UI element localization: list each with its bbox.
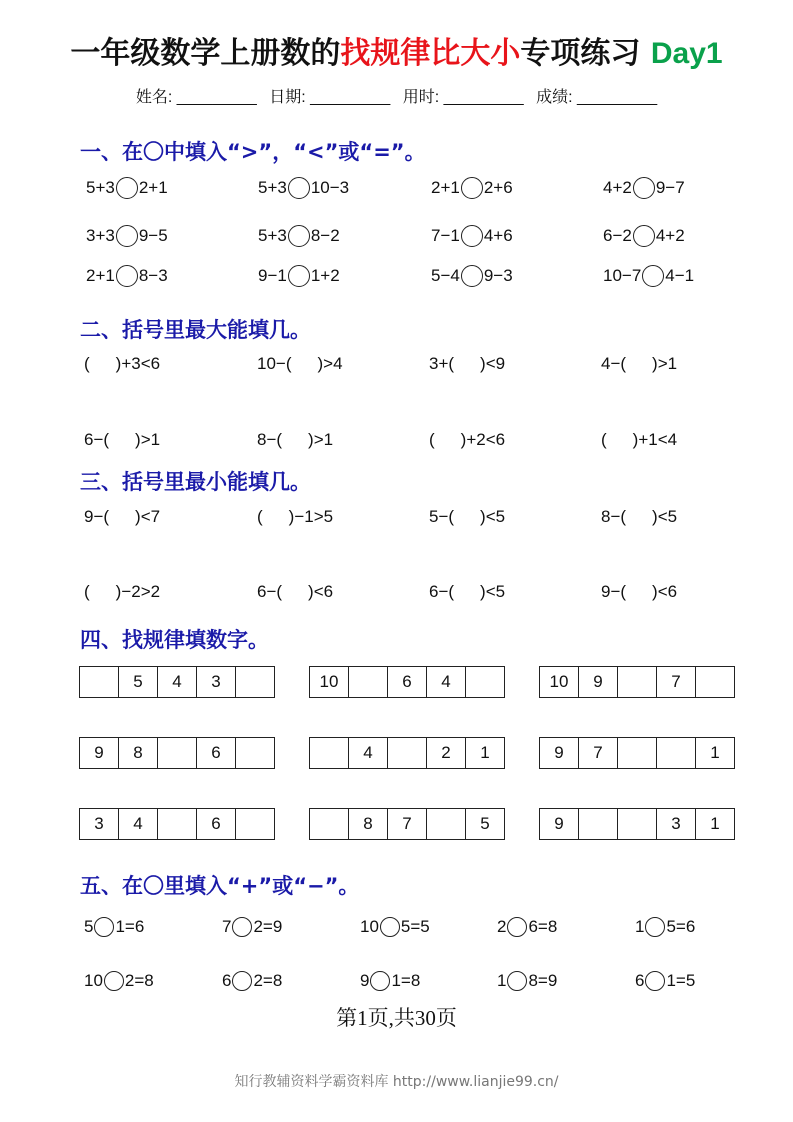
sequence-cell: 10 bbox=[540, 667, 579, 697]
title-highlight: 找规律比大小 bbox=[340, 36, 521, 71]
right-expression: 4+6 bbox=[483, 226, 513, 245]
sequence-cell: 3 bbox=[197, 667, 236, 697]
answer-circle[interactable] bbox=[288, 265, 310, 287]
compare-problem bbox=[431, 261, 513, 291]
bracket-problem bbox=[84, 502, 160, 532]
number-sequence bbox=[539, 808, 735, 840]
expression-start: 10−( bbox=[257, 354, 292, 373]
title-day: Day1 bbox=[650, 37, 723, 70]
section4-heading: 四、找规律填数字。 bbox=[80, 628, 269, 652]
operator-problem bbox=[84, 966, 154, 996]
compare-problem bbox=[431, 173, 513, 203]
expression-start: ( bbox=[84, 354, 90, 373]
operator-problem bbox=[635, 966, 695, 996]
right-expression: 8−2 bbox=[310, 226, 340, 245]
sequence-blank-cell[interactable] bbox=[618, 809, 657, 839]
sequence-cell: 10 bbox=[310, 667, 349, 697]
number-sequence bbox=[309, 737, 505, 769]
bracket-problem bbox=[429, 577, 505, 607]
first-number: 7 bbox=[222, 917, 232, 936]
operator-circle[interactable] bbox=[507, 917, 527, 937]
name-field[interactable]: 姓名: _________ bbox=[135, 89, 257, 106]
sequence-cell: 1 bbox=[696, 809, 735, 839]
sequence-cell: 3 bbox=[657, 809, 696, 839]
number-sequence bbox=[539, 666, 735, 698]
answer-circle[interactable] bbox=[633, 177, 655, 199]
sequence-blank-cell[interactable] bbox=[696, 667, 735, 697]
sequence-cell: 4 bbox=[158, 667, 197, 697]
page-number: 第1页,共30页 bbox=[336, 1006, 457, 1030]
bracket-problem bbox=[601, 425, 677, 455]
bracket-problem bbox=[84, 349, 160, 379]
left-expression: 2+1 bbox=[431, 178, 460, 197]
sequence-cell: 5 bbox=[119, 667, 158, 697]
compare-problem bbox=[603, 221, 685, 251]
sequence-cell: 6 bbox=[388, 667, 427, 697]
expression-end: )<7 bbox=[135, 507, 161, 526]
bracket-problem bbox=[429, 502, 505, 532]
left-expression: 5+3 bbox=[258, 178, 287, 197]
sequence-cell: 6 bbox=[197, 738, 236, 768]
expression-end: )+2<6 bbox=[460, 430, 506, 449]
first-number: 6 bbox=[222, 971, 232, 990]
sequence-cell: 5 bbox=[466, 809, 505, 839]
sequence-blank-cell[interactable] bbox=[80, 667, 119, 697]
first-number: 1 bbox=[497, 971, 507, 990]
expression-start: 6−( bbox=[429, 582, 455, 601]
sequence-blank-cell[interactable] bbox=[618, 738, 657, 768]
expression-end: )>1 bbox=[135, 430, 161, 449]
answer-circle[interactable] bbox=[288, 177, 310, 199]
number-sequence bbox=[79, 666, 275, 698]
rest-expression: 8=9 bbox=[528, 971, 558, 990]
expression-end: )>1 bbox=[652, 354, 678, 373]
operator-problem bbox=[222, 966, 282, 996]
expression-end: )+3<6 bbox=[115, 354, 161, 373]
sequence-cell: 4 bbox=[119, 809, 158, 839]
left-expression: 5+3 bbox=[258, 226, 287, 245]
sequence-cell: 9 bbox=[80, 738, 119, 768]
number-sequence bbox=[539, 737, 735, 769]
page-title bbox=[0, 28, 793, 72]
operator-circle[interactable] bbox=[380, 917, 400, 937]
expression-end: )−1>5 bbox=[288, 507, 334, 526]
answer-circle[interactable] bbox=[461, 225, 483, 247]
left-expression: 4+2 bbox=[603, 178, 632, 197]
operator-problem bbox=[497, 912, 557, 942]
compare-problem bbox=[603, 173, 685, 203]
sequence-cell: 3 bbox=[80, 809, 119, 839]
expression-start: 6−( bbox=[257, 582, 283, 601]
operator-circle[interactable] bbox=[94, 917, 114, 937]
right-expression: 4+2 bbox=[655, 226, 685, 245]
right-expression: 2+1 bbox=[138, 178, 168, 197]
title-part1: 一年级数学上册数的 bbox=[70, 36, 341, 71]
compare-problem bbox=[603, 261, 694, 291]
rest-expression: 5=5 bbox=[400, 917, 430, 936]
expression-start: 6−( bbox=[84, 430, 110, 449]
sequence-cell: 7 bbox=[657, 667, 696, 697]
rest-expression: 2=8 bbox=[124, 971, 154, 990]
watermark-text: 知行教辅资料学霸资料库 http://www.lianjie99.cn/ bbox=[234, 1074, 559, 1090]
sequence-blank-cell[interactable] bbox=[388, 738, 427, 768]
expression-start: ( bbox=[84, 582, 90, 601]
sequence-cell: 9 bbox=[579, 667, 618, 697]
expression-end: )<5 bbox=[480, 582, 506, 601]
expression-start: 5−( bbox=[429, 507, 455, 526]
sequence-blank-cell[interactable] bbox=[466, 667, 505, 697]
operator-problem bbox=[360, 966, 420, 996]
section5-heading: 五、在〇里填入“+”或“−”。 bbox=[80, 874, 360, 898]
compare-problem bbox=[86, 221, 168, 251]
expression-start: 3+( bbox=[429, 354, 455, 373]
left-expression: 2+1 bbox=[86, 266, 115, 285]
compare-problem bbox=[258, 173, 349, 203]
number-sequence bbox=[79, 737, 275, 769]
first-number: 10 bbox=[360, 917, 379, 936]
bracket-problem bbox=[84, 577, 160, 607]
operator-problem bbox=[635, 912, 695, 942]
compare-problem bbox=[431, 221, 513, 251]
expression-start: 4−( bbox=[601, 354, 627, 373]
sequence-cell: 9 bbox=[540, 809, 579, 839]
bracket-problem bbox=[601, 577, 677, 607]
first-number: 6 bbox=[635, 971, 645, 990]
time-used-field[interactable]: 用时: _________ bbox=[402, 89, 524, 106]
sequence-cell: 6 bbox=[197, 809, 236, 839]
right-expression: 8−3 bbox=[138, 266, 168, 285]
section3-heading: 三、括号里最小能填几。 bbox=[80, 470, 311, 494]
bracket-problem bbox=[257, 502, 333, 532]
sequence-cell: 4 bbox=[427, 667, 466, 697]
bracket-problem bbox=[257, 425, 333, 455]
left-expression: 10−7 bbox=[603, 266, 642, 285]
expression-end: )+1<4 bbox=[632, 430, 678, 449]
operator-problem bbox=[360, 912, 430, 942]
compare-problem bbox=[86, 173, 168, 203]
expression-end: )<6 bbox=[308, 582, 334, 601]
expression-end: )>1 bbox=[308, 430, 334, 449]
number-sequence bbox=[309, 808, 505, 840]
rest-expression: 1=8 bbox=[391, 971, 421, 990]
sequence-blank-cell[interactable] bbox=[310, 809, 349, 839]
sequence-cell: 9 bbox=[540, 738, 579, 768]
bracket-problem bbox=[257, 349, 343, 379]
sequence-cell: 1 bbox=[696, 738, 735, 768]
rest-expression: 1=5 bbox=[666, 971, 696, 990]
score-field[interactable]: 成绩: _________ bbox=[536, 89, 658, 106]
compare-problem bbox=[86, 261, 168, 291]
right-expression: 10−3 bbox=[310, 178, 350, 197]
operator-circle[interactable] bbox=[232, 971, 252, 991]
expression-end: )<6 bbox=[652, 582, 678, 601]
bracket-problem bbox=[429, 425, 505, 455]
right-expression: 2+6 bbox=[483, 178, 513, 197]
rest-expression: 2=8 bbox=[253, 971, 283, 990]
bracket-problem bbox=[257, 577, 333, 607]
first-number: 1 bbox=[635, 917, 645, 936]
left-expression: 6−2 bbox=[603, 226, 632, 245]
expression-start: 9−( bbox=[601, 582, 627, 601]
sequence-blank-cell[interactable] bbox=[236, 667, 275, 697]
bracket-problem bbox=[601, 349, 677, 379]
expression-start: 8−( bbox=[257, 430, 283, 449]
left-expression: 9−1 bbox=[258, 266, 287, 285]
sequence-blank-cell[interactable] bbox=[236, 738, 275, 768]
section1-heading: 一、在〇中填入“>”，“<”或“=”。 bbox=[80, 140, 426, 164]
left-expression: 5+3 bbox=[86, 178, 115, 197]
sequence-cell: 4 bbox=[349, 738, 388, 768]
sequence-cell: 8 bbox=[349, 809, 388, 839]
right-expression: 4−1 bbox=[665, 266, 695, 285]
answer-circle[interactable] bbox=[116, 177, 138, 199]
right-expression: 9−7 bbox=[655, 178, 685, 197]
student-info-line bbox=[0, 84, 793, 107]
right-expression: 9−5 bbox=[138, 226, 168, 245]
expression-start: 9−( bbox=[84, 507, 110, 526]
sequence-blank-cell[interactable] bbox=[349, 667, 388, 697]
operator-circle[interactable] bbox=[507, 971, 527, 991]
compare-problem bbox=[258, 221, 340, 251]
number-sequence bbox=[309, 666, 505, 698]
first-number: 2 bbox=[497, 917, 507, 936]
number-sequence bbox=[79, 808, 275, 840]
operator-circle[interactable] bbox=[645, 971, 665, 991]
expression-start: 8−( bbox=[601, 507, 627, 526]
operator-circle[interactable] bbox=[370, 971, 390, 991]
first-number: 10 bbox=[84, 971, 103, 990]
expression-end: )<5 bbox=[652, 507, 678, 526]
sequence-blank-cell[interactable] bbox=[236, 809, 275, 839]
operator-circle[interactable] bbox=[645, 917, 665, 937]
bracket-problem bbox=[601, 502, 677, 532]
right-expression: 1+2 bbox=[310, 266, 340, 285]
rest-expression: 5=6 bbox=[666, 917, 696, 936]
expression-end: )>4 bbox=[317, 354, 343, 373]
left-expression: 3+3 bbox=[86, 226, 115, 245]
sequence-blank-cell[interactable] bbox=[579, 809, 618, 839]
bracket-problem bbox=[429, 349, 505, 379]
title-part3: 专项练习 bbox=[520, 36, 641, 71]
sequence-blank-cell[interactable] bbox=[158, 809, 197, 839]
operator-circle[interactable] bbox=[232, 917, 252, 937]
section2-heading: 二、括号里最大能填几。 bbox=[80, 318, 311, 342]
left-expression: 5−4 bbox=[431, 266, 460, 285]
rest-expression: 6=8 bbox=[528, 917, 558, 936]
expression-end: )<9 bbox=[480, 354, 506, 373]
answer-circle[interactable] bbox=[116, 225, 138, 247]
sequence-cell: 8 bbox=[119, 738, 158, 768]
answer-circle[interactable] bbox=[642, 265, 664, 287]
date-field[interactable]: 日期: _________ bbox=[269, 89, 391, 106]
expression-end: )<5 bbox=[480, 507, 506, 526]
sequence-blank-cell[interactable] bbox=[158, 738, 197, 768]
operator-problem bbox=[84, 912, 144, 942]
first-number: 9 bbox=[360, 971, 370, 990]
rest-expression: 1=6 bbox=[115, 917, 145, 936]
operator-problem bbox=[222, 912, 282, 942]
bracket-problem bbox=[84, 425, 160, 455]
rest-expression: 2=9 bbox=[253, 917, 283, 936]
sequence-cell: 2 bbox=[427, 738, 466, 768]
sequence-cell: 7 bbox=[579, 738, 618, 768]
answer-circle[interactable] bbox=[461, 177, 483, 199]
left-expression: 7−1 bbox=[431, 226, 460, 245]
expression-start: ( bbox=[429, 430, 435, 449]
expression-end: )−2>2 bbox=[115, 582, 161, 601]
answer-circle[interactable] bbox=[116, 265, 138, 287]
expression-start: ( bbox=[257, 507, 263, 526]
compare-problem bbox=[258, 261, 340, 291]
sequence-cell: 1 bbox=[466, 738, 505, 768]
sequence-blank-cell[interactable] bbox=[427, 809, 466, 839]
sequence-cell: 7 bbox=[388, 809, 427, 839]
right-expression: 9−3 bbox=[483, 266, 513, 285]
operator-circle[interactable] bbox=[104, 971, 124, 991]
answer-circle[interactable] bbox=[288, 225, 310, 247]
sequence-blank-cell[interactable] bbox=[310, 738, 349, 768]
answer-circle[interactable] bbox=[633, 225, 655, 247]
answer-circle[interactable] bbox=[461, 265, 483, 287]
sequence-blank-cell[interactable] bbox=[657, 738, 696, 768]
operator-problem bbox=[497, 966, 557, 996]
expression-start: ( bbox=[601, 430, 607, 449]
first-number: 5 bbox=[84, 917, 94, 936]
sequence-blank-cell[interactable] bbox=[618, 667, 657, 697]
